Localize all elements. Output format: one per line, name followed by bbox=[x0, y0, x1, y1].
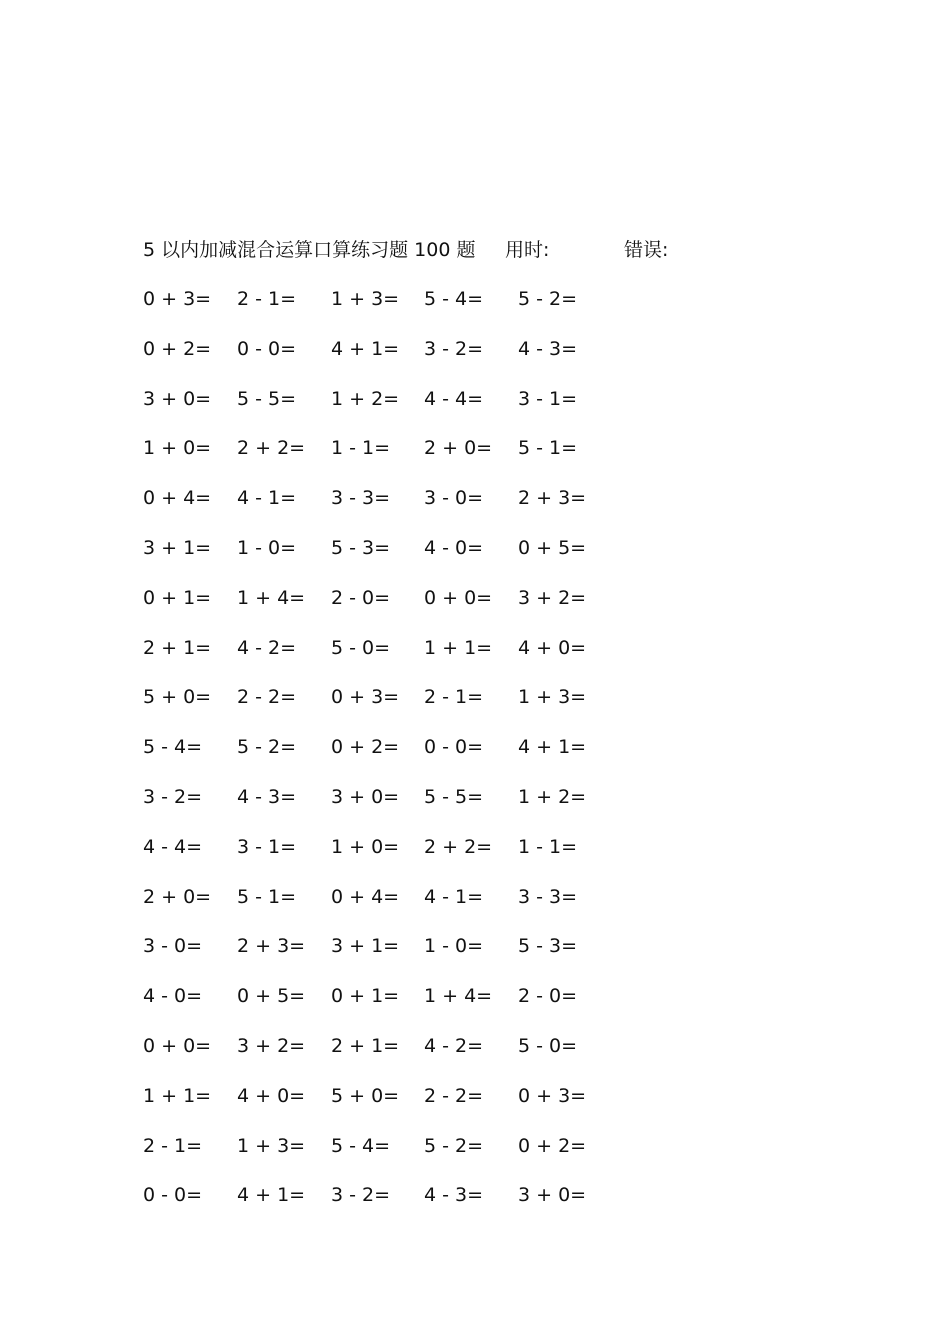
math-problem: 1 + 3= bbox=[237, 1135, 306, 1157]
math-problem: 1 + 0= bbox=[331, 836, 400, 858]
problem-row bbox=[143, 633, 613, 663]
math-problem: 1 + 1= bbox=[424, 637, 493, 659]
problem-row bbox=[143, 1131, 613, 1161]
math-problem: 4 - 4= bbox=[143, 836, 203, 858]
math-problem: 0 + 1= bbox=[143, 587, 212, 609]
math-problem: 0 + 2= bbox=[143, 338, 212, 360]
math-problem: 2 - 0= bbox=[331, 587, 391, 609]
math-problem: 2 - 1= bbox=[424, 686, 484, 708]
math-problem: 3 - 1= bbox=[518, 388, 578, 410]
problem-row bbox=[143, 1031, 613, 1061]
math-problem: 4 + 1= bbox=[237, 1184, 306, 1206]
math-problem: 5 - 2= bbox=[518, 288, 578, 310]
math-problem: 5 - 5= bbox=[237, 388, 297, 410]
math-problem: 4 - 2= bbox=[424, 1035, 484, 1057]
problem-grid bbox=[143, 284, 613, 1214]
math-problem: 0 + 4= bbox=[331, 886, 400, 908]
math-problem: 3 - 3= bbox=[331, 487, 391, 509]
problem-row bbox=[143, 284, 613, 314]
problem-row bbox=[143, 732, 613, 762]
math-problem: 1 - 1= bbox=[331, 437, 391, 459]
math-problem: 1 + 3= bbox=[518, 686, 587, 708]
math-problem: 0 + 0= bbox=[424, 587, 493, 609]
math-problem: 0 - 0= bbox=[143, 1184, 203, 1206]
math-problem: 1 + 0= bbox=[143, 437, 212, 459]
math-problem: 0 + 2= bbox=[518, 1135, 587, 1157]
math-problem: 2 + 3= bbox=[518, 487, 587, 509]
math-problem: 1 + 3= bbox=[331, 288, 400, 310]
math-problem: 3 + 1= bbox=[331, 935, 400, 957]
math-problem: 2 - 2= bbox=[237, 686, 297, 708]
math-problem: 0 + 5= bbox=[237, 985, 306, 1007]
math-problem: 2 - 0= bbox=[518, 985, 578, 1007]
problem-row bbox=[143, 682, 613, 712]
math-problem: 5 - 4= bbox=[143, 736, 203, 758]
math-problem: 5 - 4= bbox=[424, 288, 484, 310]
time-used-label: 用时: bbox=[505, 239, 550, 261]
math-problem: 4 - 0= bbox=[143, 985, 203, 1007]
math-problem: 5 - 0= bbox=[518, 1035, 578, 1057]
problem-row bbox=[143, 384, 613, 414]
math-problem: 0 + 1= bbox=[331, 985, 400, 1007]
math-problem: 5 - 0= bbox=[331, 637, 391, 659]
math-problem: 1 + 2= bbox=[331, 388, 400, 410]
math-problem: 2 - 1= bbox=[237, 288, 297, 310]
math-problem: 1 - 0= bbox=[424, 935, 484, 957]
math-problem: 3 - 3= bbox=[518, 886, 578, 908]
math-problem: 5 - 3= bbox=[518, 935, 578, 957]
math-problem: 4 - 3= bbox=[424, 1184, 484, 1206]
problem-row bbox=[143, 832, 613, 862]
math-problem: 2 + 1= bbox=[331, 1035, 400, 1057]
math-problem: 4 + 0= bbox=[518, 637, 587, 659]
problem-row bbox=[143, 1180, 613, 1210]
math-problem: 4 + 1= bbox=[518, 736, 587, 758]
problem-row bbox=[143, 483, 613, 513]
math-problem: 5 - 1= bbox=[518, 437, 578, 459]
math-problem: 3 - 1= bbox=[237, 836, 297, 858]
errors-label: 错误: bbox=[624, 239, 669, 261]
math-problem: 0 + 0= bbox=[143, 1035, 212, 1057]
math-problem: 4 - 3= bbox=[237, 786, 297, 808]
math-problem: 5 - 4= bbox=[331, 1135, 391, 1157]
math-problem: 5 - 5= bbox=[424, 786, 484, 808]
math-problem: 3 - 2= bbox=[331, 1184, 391, 1206]
math-problem: 3 - 0= bbox=[424, 487, 484, 509]
math-problem: 1 - 1= bbox=[518, 836, 578, 858]
problem-row bbox=[143, 931, 613, 961]
math-problem: 4 - 4= bbox=[424, 388, 484, 410]
problem-row bbox=[143, 981, 613, 1011]
math-problem: 3 + 2= bbox=[518, 587, 587, 609]
problem-row bbox=[143, 533, 613, 563]
math-problem: 0 + 2= bbox=[331, 736, 400, 758]
problem-row bbox=[143, 782, 613, 812]
math-problem: 1 + 1= bbox=[143, 1085, 212, 1107]
math-problem: 3 + 0= bbox=[518, 1184, 587, 1206]
math-problem: 1 + 2= bbox=[518, 786, 587, 808]
math-problem: 0 + 3= bbox=[518, 1085, 587, 1107]
math-problem: 2 + 0= bbox=[143, 886, 212, 908]
math-problem: 5 + 0= bbox=[143, 686, 212, 708]
math-problem: 0 + 5= bbox=[518, 537, 587, 559]
math-problem: 4 - 3= bbox=[518, 338, 578, 360]
problem-row bbox=[143, 583, 613, 613]
math-problem: 4 - 0= bbox=[424, 537, 484, 559]
math-problem: 2 + 1= bbox=[143, 637, 212, 659]
math-problem: 0 - 0= bbox=[424, 736, 484, 758]
math-problem: 4 - 2= bbox=[237, 637, 297, 659]
math-problem: 1 + 4= bbox=[237, 587, 306, 609]
math-problem: 3 - 2= bbox=[143, 786, 203, 808]
math-problem: 3 + 1= bbox=[143, 537, 212, 559]
math-problem: 1 + 4= bbox=[424, 985, 493, 1007]
math-problem: 3 + 0= bbox=[143, 388, 212, 410]
math-problem: 4 - 1= bbox=[237, 487, 297, 509]
math-problem: 2 + 2= bbox=[237, 437, 306, 459]
math-problem: 3 + 2= bbox=[237, 1035, 306, 1057]
math-problem: 2 + 3= bbox=[237, 935, 306, 957]
math-problem: 2 + 0= bbox=[424, 437, 493, 459]
math-problem: 0 - 0= bbox=[237, 338, 297, 360]
math-problem: 2 - 2= bbox=[424, 1085, 484, 1107]
math-problem: 3 - 2= bbox=[424, 338, 484, 360]
math-problem: 3 + 0= bbox=[331, 786, 400, 808]
math-problem: 3 - 0= bbox=[143, 935, 203, 957]
math-problem: 4 + 0= bbox=[237, 1085, 306, 1107]
math-problem: 0 + 3= bbox=[331, 686, 400, 708]
math-problem: 2 - 1= bbox=[143, 1135, 203, 1157]
math-problem: 4 - 1= bbox=[424, 886, 484, 908]
problem-row bbox=[143, 334, 613, 364]
worksheet-title: 5 以内加减混合运算口算练习题 100 题 bbox=[143, 239, 476, 261]
math-problem: 5 - 2= bbox=[424, 1135, 484, 1157]
math-problem: 5 + 0= bbox=[331, 1085, 400, 1107]
worksheet-header bbox=[0, 236, 950, 264]
math-problem: 5 - 3= bbox=[331, 537, 391, 559]
math-problem: 1 - 0= bbox=[237, 537, 297, 559]
math-problem: 2 + 2= bbox=[424, 836, 493, 858]
math-problem: 4 + 1= bbox=[331, 338, 400, 360]
math-problem: 5 - 2= bbox=[237, 736, 297, 758]
problem-row bbox=[143, 433, 613, 463]
math-problem: 5 - 1= bbox=[237, 886, 297, 908]
problem-row bbox=[143, 1081, 613, 1111]
math-problem: 0 + 3= bbox=[143, 288, 212, 310]
problem-row bbox=[143, 882, 613, 912]
math-problem: 0 + 4= bbox=[143, 487, 212, 509]
